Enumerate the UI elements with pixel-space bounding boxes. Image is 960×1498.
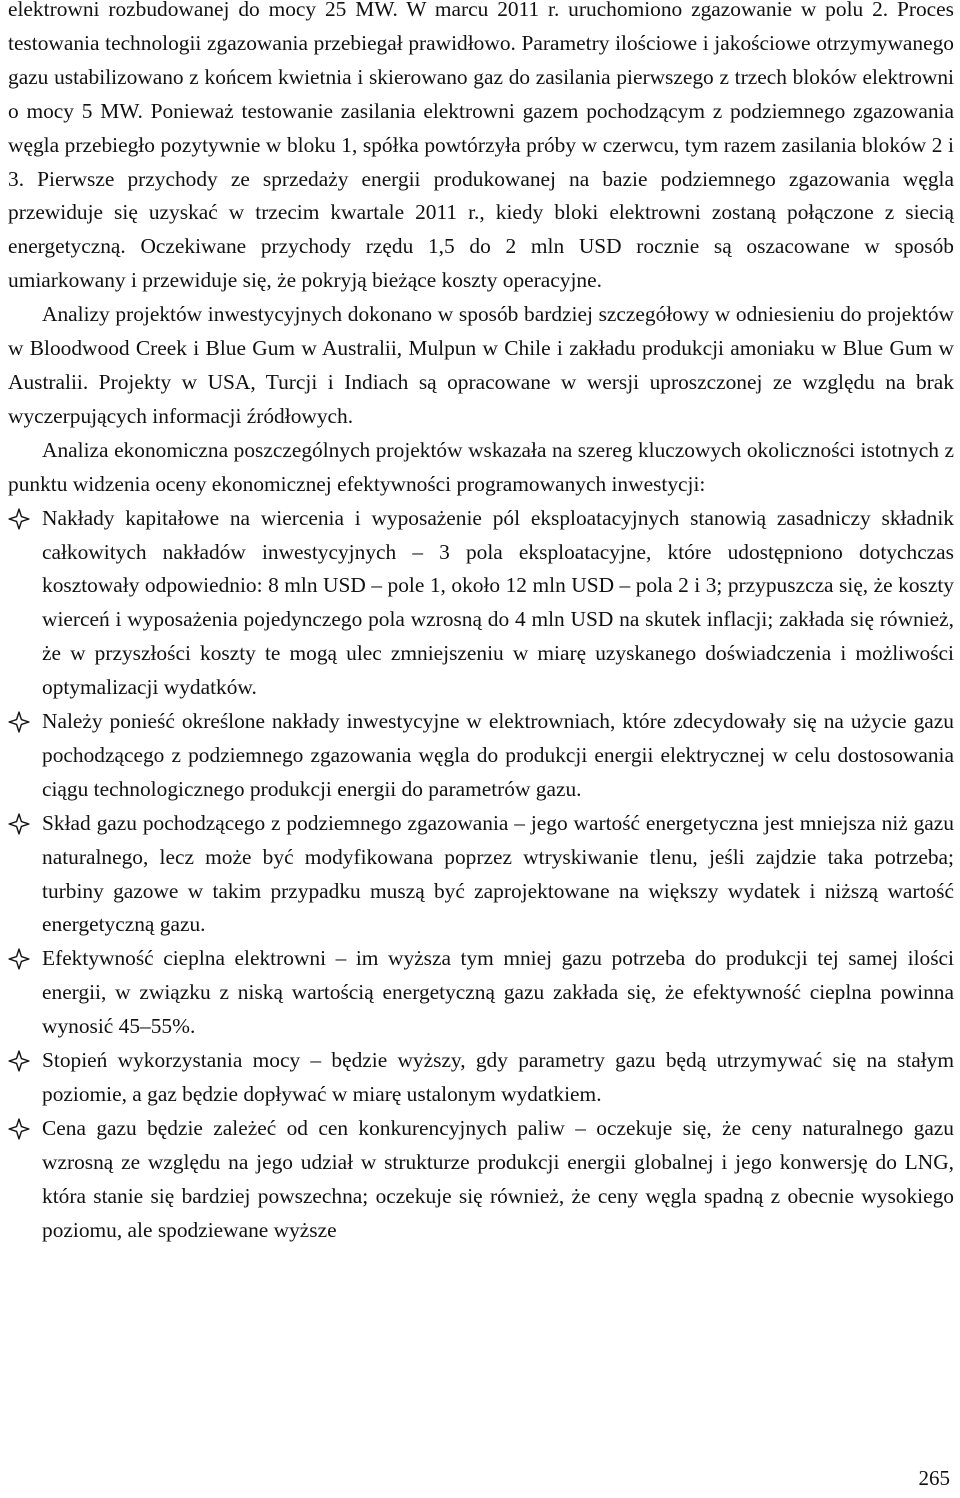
list-item-text: Cena gazu będzie zależeć od cen konkurencyjnych paliw – oczekuje się, że ceny naturalnego gazu wzrosną ze względu na jego udział w strukturze produkcji energii globalnej i jego konwersję do LNG, która stanie się bardziej powszechna; oczekuje się również, że ceny węgla spadną z obecnie wysokiego poziomu, ale spodziewane wyższe — [42, 1115, 954, 1242]
paragraph-continuation: elektrowni rozbudowanej do mocy 25 MW. W marcu 2011 r. uruchomiono zgazowanie w polu 2. Proces testowania technologii zgazowania przebiegał prawidłowo. Parametry ilościowe i jakościowe otrzymywanego gazu ustabilizowano z końcem kwietnia i skierowano gaz do zasilania pierwszego z trzech bloków elektrowni o mocy 5 MW. Ponieważ testowanie zasilania elektrowni gazem pochodzącym z podziemnego zgazowania węgla przebiegło pozytywnie w bloku 1, spółka powtórzyła próby w czerwcu, tym razem zasilania bloków 2 i 3. Pierwsze przychody ze sprzedaży energii produkowanej na bazie podziemnego zgazowania węgla przewiduje się uzyskać w trzecim kwartale 2011 r., kiedy bloki elektrowni zostaną połączone z siecią energetyczną. Oczekiwane przychody rzędu 1,5 do 2 mln USD rocznie są oszacowane w sposób umiarkowany i przewiduje się, że pokryją bieżące koszty operacyjne. — [8, 0, 954, 293]
list-item-text: Należy ponieść określone nakłady inwestycyjne w elektrowniach, które zdecydowały się na użycie gazu pochodzącego z podziemnego zgazowania węgla do produkcji energii elektrycznej w celu dostosowania ciągu technologicznego produkcji energii do parametrów gazu. — [42, 709, 954, 801]
page-number: 265 — [918, 1466, 950, 1490]
four-pointed-star-outline-icon — [8, 948, 30, 970]
list-item — [8, 1112, 954, 1248]
four-pointed-star-outline-icon — [8, 711, 30, 733]
four-pointed-star-outline-icon — [8, 813, 30, 835]
list-item — [8, 942, 954, 1044]
list-item-text: Efektywność cieplna elektrowni – im wyższa tym mniej gazu potrzeba do produkcji tej samej ilości energii, w związku z niską wartością energetyczną gazu zakłada się, że efektywność cieplna powinna wynosić 45–55%. — [42, 946, 954, 1039]
four-pointed-star-outline-icon — [8, 508, 30, 530]
list-item — [8, 705, 954, 807]
key-factors-list — [8, 502, 954, 1248]
four-pointed-star-outline-icon — [8, 1050, 30, 1072]
list-item-text: Skład gazu pochodzącego z podziemnego zgazowania – jego wartość energetyczna jest mniejsza niż gazu naturalnego, lecz może być modyfikowana poprzez wtryskiwanie tlenu, jeśli zajdzie taka potrzeba; turbiny gazowe w takim przypadku muszą być zaprojektowane na większy wydatek i niższą wartość energetyczną gazu. — [42, 810, 954, 937]
list-item — [8, 807, 954, 943]
body-text — [8, 0, 954, 1248]
paragraph-economic-analysis: Analiza ekonomiczna poszczególnych projektów wskazała na szereg kluczowych okoliczności istotnych z punktu widzenia oceny ekonomicznej efektywności programowanych inwestycji: — [8, 437, 954, 496]
list-item — [8, 1044, 954, 1112]
paragraph-project-analysis: Analizy projektów inwestycyjnych dokonano w sposób bardziej szczegółowy w odniesieniu do projektów w Bloodwood Creek i Blue Gum w Australii, Mulpun w Chile i zakładu produkcji amoniaku w Blue Gum w Australii. Projekty w USA, Turcji i Indiach są opracowane w wersji uproszczonej ze względu na brak wyczerpujących informacji źródłowych. — [8, 302, 954, 428]
list-item-text: Stopień wykorzystania mocy – będzie wyższy, gdy parametry gazu będą utrzymywać się na stałym poziomie, a gaz będzie dopływać w miarę ustalonym wydatkiem. — [42, 1048, 954, 1106]
four-pointed-star-outline-icon — [8, 1118, 30, 1140]
list-item — [8, 502, 954, 705]
list-item-text: Nakłady kapitałowe na wiercenia i wyposażenie pól eksploatacyjnych stanowią zasadniczy składnik całkowitych nakładów inwestycyjnych – 3 pola eksploatacyjne, które udostępniono dotychczas kosztowały odpowiednio: 8 mln USD – pole 1, około 12 mln USD – pola 2 i 3; przypuszcza się, że koszty wierceń i wyposażenia pojedynczego pola wzrosną do 4 mln USD na skutek inflacji; zakłada się również, że w przyszłości koszty te mogą ulec zmniejszeniu w miarę uzyskanego doświadczenia i możliwości optymalizacji wydatków. — [42, 505, 954, 700]
